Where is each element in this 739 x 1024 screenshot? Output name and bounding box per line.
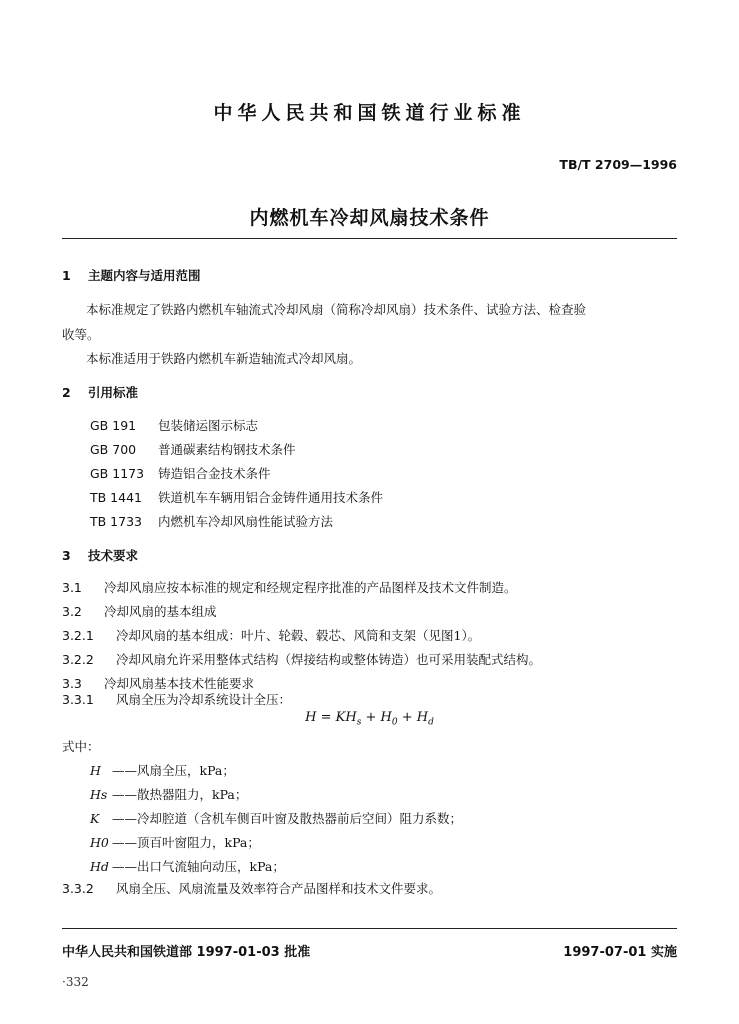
where-label: 式中： — [62, 739, 100, 754]
approval-org: 中华人民共和国铁道部 — [62, 945, 193, 960]
section-2-number: 2 — [62, 385, 71, 400]
reference-item: GB 1173 铸造铝合金技术条件 — [90, 466, 271, 481]
clause-3-3-1: 3.3.1 风扇全压为冷却系统设计全压： — [62, 692, 292, 707]
implementation-date: 1997-07-01 — [563, 945, 647, 960]
clause-3-3-2: 3.3.2 风扇全压、风扇流量及效率符合产品图样和技术文件要求。 — [62, 881, 442, 896]
approval-label: 批准 — [284, 945, 311, 960]
section-3-title: 技术要求 — [88, 548, 139, 563]
reference-item: GB 191 包装储运图示标志 — [90, 418, 259, 433]
footer-rule — [62, 928, 677, 929]
section-2-title: 引用标准 — [88, 385, 139, 400]
section-1-para-1-line-1: 本标准规定了铁路内燃机车轴流式冷却风扇（简称冷却风扇）技术条件、试验方法、检查验 — [86, 302, 587, 317]
section-2-heading — [62, 383, 138, 401]
clause-3-2: 3.2 冷却风扇的基本组成 — [62, 604, 217, 619]
section-1-para-2: 本标准适用于铁路内燃机车新造轴流式冷却风扇。 — [86, 351, 362, 366]
definition-item: H0 ——顶百叶窗阻力，kPa； — [90, 835, 260, 850]
section-1-para-1-line-2: 收等。 — [62, 327, 100, 342]
implementation-label: 实施 — [650, 945, 677, 960]
definition-item: Hd ——出口气流轴向动压，kPa； — [90, 859, 285, 874]
section-3-heading — [62, 546, 138, 564]
definition-item: H ——风扇全压，kPa； — [90, 763, 235, 778]
section-1-title: 主题内容与适用范围 — [88, 268, 201, 283]
clause-3-3: 3.3 冷却风扇基本技术性能要求 — [62, 676, 255, 691]
page-number: ·332 — [62, 975, 89, 989]
reference-item: TB 1733 内燃机车冷却风扇性能试验方法 — [90, 514, 334, 529]
clause-3-2-2: 3.2.2 冷却风扇允许采用整体式结构（焊接结构或整体铸造）也可采用装配式结构。 — [62, 652, 542, 667]
approval-date: 1997-01-03 — [196, 945, 280, 960]
footer-implementation — [563, 941, 677, 960]
section-3-number: 3 — [62, 548, 71, 563]
definition-item: Hs ——散热器阻力，kPa； — [90, 787, 248, 802]
document-title: 内燃机车冷却风扇技术条件 — [249, 207, 490, 229]
title-rule — [62, 238, 677, 239]
reference-item: TB 1441 铁道机车车辆用铝合金铸件通用技术条件 — [90, 490, 384, 505]
header-org-title: 中华人民共和国铁道行业标准 — [213, 102, 526, 124]
clause-3-1: 3.1 冷却风扇应按本标准的规定和经规定程序批准的产品图样及技术文件制造。 — [62, 580, 517, 595]
reference-item: GB 700 普通碳素结构钢技术条件 — [90, 442, 296, 457]
definition-item: K ——冷却腔道（含机车侧百叶窗及散热器前后空间）阻力系数； — [90, 811, 463, 826]
formula-total-pressure: $H = KH_s + H_0 + H_d$ — [305, 710, 434, 728]
clause-3-2-1: 3.2.1 冷却风扇的基本组成：叶片、轮毂、毂芯、风筒和支架（见图1）。 — [62, 628, 481, 643]
footer-approval — [62, 941, 310, 960]
section-1-heading — [62, 266, 201, 284]
section-1-number: 1 — [62, 268, 71, 283]
standard-number: TB/T 2709—1996 — [559, 157, 677, 172]
